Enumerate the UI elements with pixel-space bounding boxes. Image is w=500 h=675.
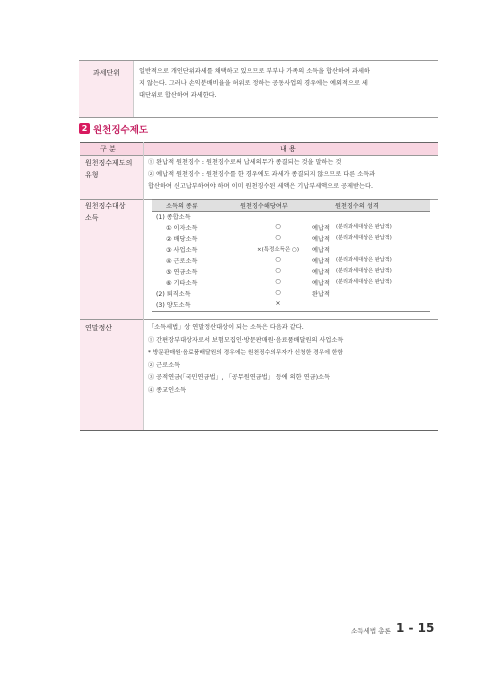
text-line: 대단위로 합산하여 과세한다. [139, 92, 217, 100]
applicability-mark: ○ [275, 256, 281, 263]
text-line: ③ 공적연금(「국민연금법」, 「공무원연금법」 등에 의한 연금)소득 [148, 374, 330, 381]
table-row [152, 278, 430, 289]
row-divider [80, 319, 438, 320]
row-text-year-end-settlement [148, 322, 343, 397]
table-row [152, 212, 430, 223]
label-line: 연말정산 [85, 324, 113, 332]
label-line: 유형 [85, 171, 99, 179]
table-row [152, 256, 430, 267]
text-line: * 방문판매원·음료품배달원의 경우에는 원천징수의무자가 신청한 경우에 한함 [148, 350, 343, 356]
inner-table-header [152, 199, 430, 212]
applicability-mark: × [275, 300, 281, 307]
applicability-mark: ○ [275, 223, 281, 230]
income-type-name: (2) 퇴직소득 [156, 291, 191, 298]
text-line: ① 완납적 원천징수 : 원천징수로써 납세의무가 종결되는 것을 말하는 것 [148, 159, 342, 166]
label-line: 원천징수제도의 [85, 159, 133, 167]
withholding-nature: 완납적 [312, 291, 330, 298]
withholding-table [80, 142, 438, 431]
row-divider [80, 155, 438, 156]
text-line: ① 간편장부대상자로서 보험모집인·방문판매원·음료품배달원의 사업소득 [148, 336, 344, 344]
row-label-cell [80, 319, 143, 430]
withholding-note: (분리과세대상은 완납적) [336, 279, 392, 285]
income-type-name: ④ 근로소득 [166, 258, 198, 265]
taxation-unit-label-cell [79, 61, 134, 117]
withholding-note: (분리과세대상은 완납적) [336, 257, 392, 263]
withholding-nature: 예납적 [312, 225, 330, 232]
table-row [152, 289, 430, 300]
table-row [152, 300, 430, 311]
section-title: 원천징수제도 [93, 125, 149, 136]
section-number-badge: 2 [79, 123, 90, 134]
taxation-unit-label: 과세단위 [93, 69, 121, 77]
label-line: 원천징수대상 [85, 202, 126, 210]
applicability-mark: ○ [275, 234, 281, 241]
header-col-category: 구 분 [100, 145, 116, 153]
applicability-mark: ○ [275, 267, 281, 274]
taxation-unit-text [139, 66, 434, 103]
footer-book-title: 소득세법 총론 [351, 627, 391, 635]
header-col-content: 내 용 [280, 145, 296, 153]
table-bottom-border [80, 430, 438, 431]
row-label-year-end-settlement [85, 322, 112, 334]
table-row [152, 267, 430, 278]
row-label-withholding-type [85, 157, 132, 181]
text-line: ② 예납적 원천징수 : 원천징수를 한 경우에도 과세가 종결되지 않으므로 다른 소득과 [148, 171, 376, 178]
row-text-withholding-type [148, 157, 375, 193]
income-type-name: ⑥ 기타소득 [166, 280, 198, 287]
table-top-border [80, 142, 438, 143]
text-line: 일반적으로 개인단위과세를 채택하고 있으므로 부부나 가족의 소득을 합산하여 과세하 [139, 68, 370, 75]
inner-header-nature: 원천징수의 성격 [335, 203, 379, 210]
withholding-nature: 예납적 [312, 258, 330, 265]
withholding-note: (분리과세대상은 완납적) [336, 268, 392, 274]
income-type-name: ② 배당소득 [166, 236, 198, 243]
income-type-name: ③ 사업소득 [166, 247, 198, 254]
applicability-mark: ○ [275, 278, 281, 285]
inner-header-applicable: 원천징수해당여부 [240, 203, 288, 210]
applicability-mark: ×(특정소득은 ○) [256, 247, 299, 253]
text-line: 합산하여 신고납부하여야 하며 이미 원천징수된 세액은 기납부세액으로 공제받는다. [148, 183, 373, 190]
income-type-name: (1) 종합소득 [156, 214, 191, 221]
withholding-nature: 예납적 [312, 269, 330, 276]
label-line: 소득 [85, 214, 99, 222]
withholding-nature: 예납적 [312, 236, 330, 243]
table-row [152, 223, 430, 234]
text-line: 「소득세법」상 연말정산대상이 되는 소득은 다음과 같다. [148, 324, 304, 331]
income-type-name: ⑤ 연금소득 [166, 269, 198, 276]
income-type-name: ① 이자소득 [166, 225, 198, 232]
table-header-row [80, 142, 438, 155]
withholding-nature: 예납적 [312, 247, 330, 254]
table-row [152, 234, 430, 245]
applicability-mark: ○ [275, 289, 281, 296]
text-line: 지 않는다. 그러나 손익분배비율을 허위로 정하는 공동사업의 경우에는 예외적으로 세 [139, 80, 368, 88]
withholding-nature: 예납적 [312, 280, 330, 287]
taxation-unit-table [79, 60, 438, 118]
income-type-name: (3) 양도소득 [156, 302, 191, 309]
column-divider [143, 142, 144, 430]
withholding-note: (분리과세대상은 완납적) [336, 235, 392, 241]
text-line: ④ 종교인소득 [148, 386, 187, 394]
text-line: ② 근로소득 [148, 361, 181, 369]
inner-table-bottom-border [152, 311, 430, 312]
page-number: 1 - 15 [396, 621, 435, 635]
withholding-note: (분리과세대상은 완납적) [336, 224, 392, 230]
table-row [152, 245, 430, 256]
inner-header-income-type: 소득의 종류 [166, 203, 198, 210]
row-label-withholding-income [85, 200, 126, 224]
